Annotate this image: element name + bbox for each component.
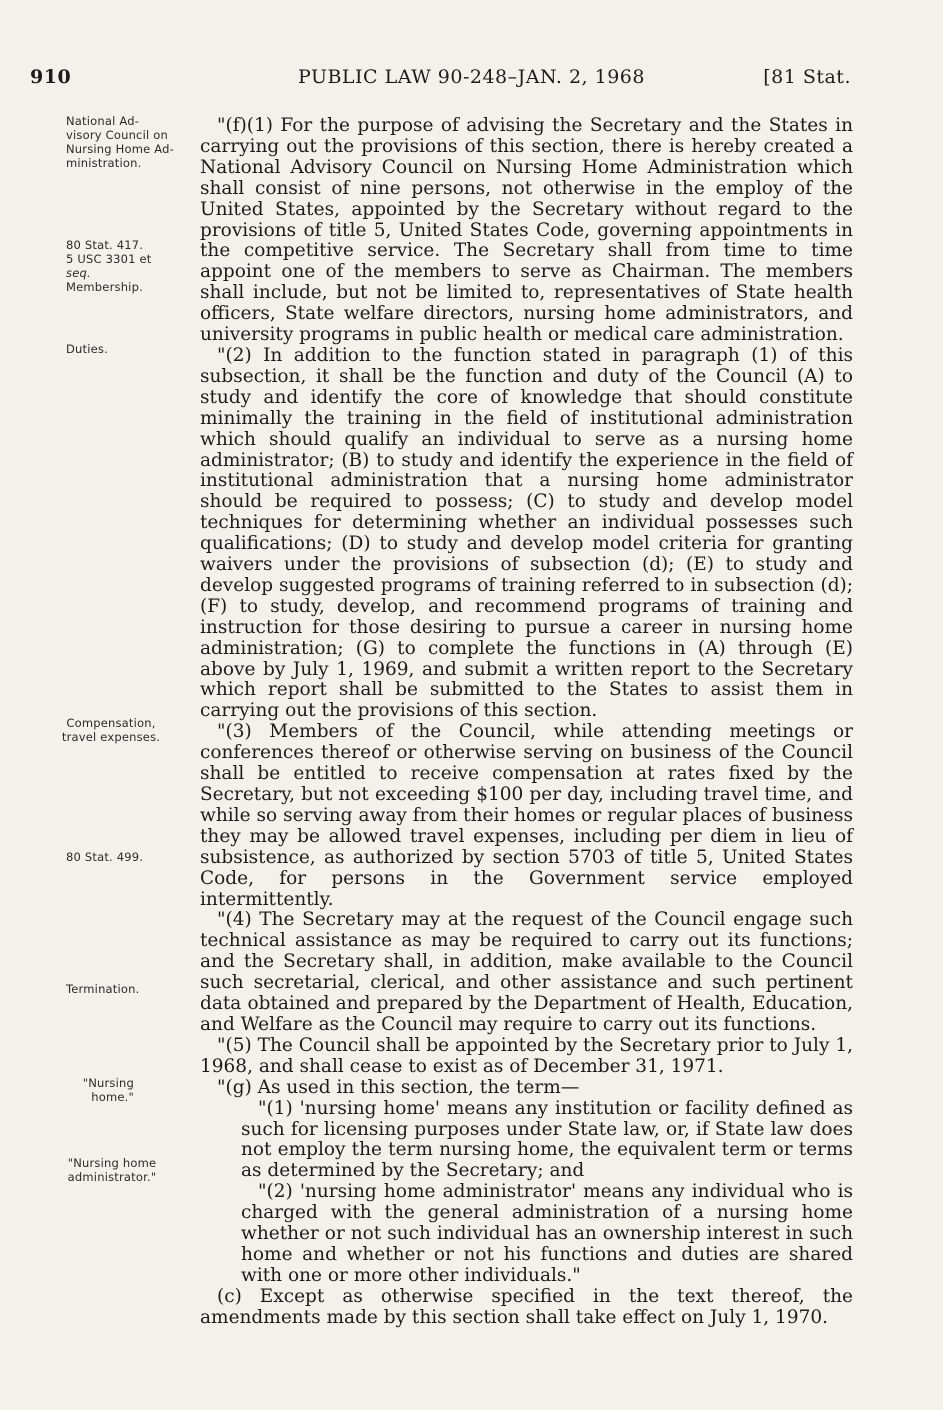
- paragraph-g1: "(1) 'nursing home' means any institution or facility defined as such for licensing purposes under State law, or, if State law does not employ the term nursing home, the equivalent term or terms as determined by the Secretary; and: [241, 1097, 853, 1182]
- paragraph-f5: "(5) The Council shall be appointed by the Secretary prior to July 1, 1968, and shall cease to exist as of December 31, 1971.: [200, 1034, 853, 1077]
- margin-note-administrator: "Nursing home administrator.": [67, 1156, 157, 1184]
- margin-note-compensation: Compensation, travel expenses.: [61, 716, 161, 744]
- page-number: 910: [30, 66, 72, 88]
- margin-note-citation: 80 Stat. 417. 5 USC 3301 et seq. Membership.: [66, 238, 152, 294]
- paragraph-c: (c) Except as otherwise specified in the text thereof, the amendments made by this section shall take effect on July 1, 1970.: [200, 1285, 853, 1328]
- margin-note-duties: Duties.: [66, 342, 108, 356]
- margin-note-membership: Membership.: [66, 280, 143, 294]
- body-text: [200, 116, 853, 1329]
- paragraph-f4: "(4) The Secretary may at the request of the Council engage such technical assistance as may be required to carry out its functions; and the Secretary shall, in addition, make available to the Council such secretarial, clerical, and other assistance and such pertinent data obtained and prepared by the Department of Health, Education, and Welfare as the Council may require to carry out its functions.: [200, 909, 853, 1035]
- paragraph-g: "(g) As used in this section, the term—: [217, 1076, 580, 1098]
- page-header: [0, 66, 943, 90]
- margin-note-termination: Termination.: [66, 982, 140, 996]
- paragraph-f2: "(2) In addition to the function stated in paragraph (1) of this subsection, it shall be the function and duty of the Council (A) to study and identify the core of knowledge that should constitute minimally the training in the field of institutional administration which should qualify an individual to serve as a nursing home administrator; (B) to study and identify the experience in the field of institutional administration that a nursing home administrator should be required to possess; (C) to study and develop model techniques for determining whether an individual possesses such qualifications; (D) to study and develop model criteria for granting waivers under the provisions of subsection (d); (E) to study and develop suggested programs of training referred to in subsection (d); (F) to study, develop, and recommend programs of training and instruction for those desiring to pursue a career in nursing home administration; (G) to complete the functions in (A) through (E) above by July 1, 1969, and submit a written report to the Secretary which report shall be submitted to the States to assist them in carrying out the provisions of this section.: [200, 344, 853, 722]
- margin-note-nursing-home: "Nursing home.": [82, 1076, 134, 1104]
- paragraph-g2: "(2) 'nursing home administrator' means any individual who is charged with the general administration of a nursing home whether or not such individual has an ownership interest in such home and whether or not his functions and duties are shared with one or more other individuals.": [241, 1181, 853, 1286]
- paragraph-f1: "(f)(1) For the purpose of advising the Secretary and the States in carrying out the provisions of this section, there is hereby created a National Advisory Council on Nursing Home Administration which shall consist of nine persons, not otherwise in the employ of the United States, appointed by the Secretary without regard to the provisions of title 5, United States Code, governing appointments in the competitive service. The Secretary shall from time to time appoint one of the members to serve as Chairman. The members shall include, but not be limited to, representatives of State health officers, State welfare directors, nursing home administrators, and university programs in public health or medical care administration.: [200, 115, 853, 346]
- margin-note-80-stat-499: 80 Stat. 499.: [66, 850, 144, 864]
- margin-note-council: National Ad- visory Council on Nursing Home Ad- ministration.: [66, 114, 174, 170]
- statute-volume: [81 Stat.: [763, 66, 851, 88]
- running-title: PUBLIC LAW 90-248–JAN. 2, 1968: [298, 66, 645, 88]
- paragraph-f3: "(3) Members of the Council, while attending meetings or conferences thereof or otherwise serving on business of the Council shall be entitled to receive compensation at rates fixed by the Secretary, but not exceeding $100 per day, including travel time, and while so serving away from their homes or regular places of business they may be allowed travel expenses, including per diem in lieu of subsistence, as authorized by section 5703 of title 5, United States Code, for persons in the Government service employed intermittently.: [200, 721, 853, 910]
